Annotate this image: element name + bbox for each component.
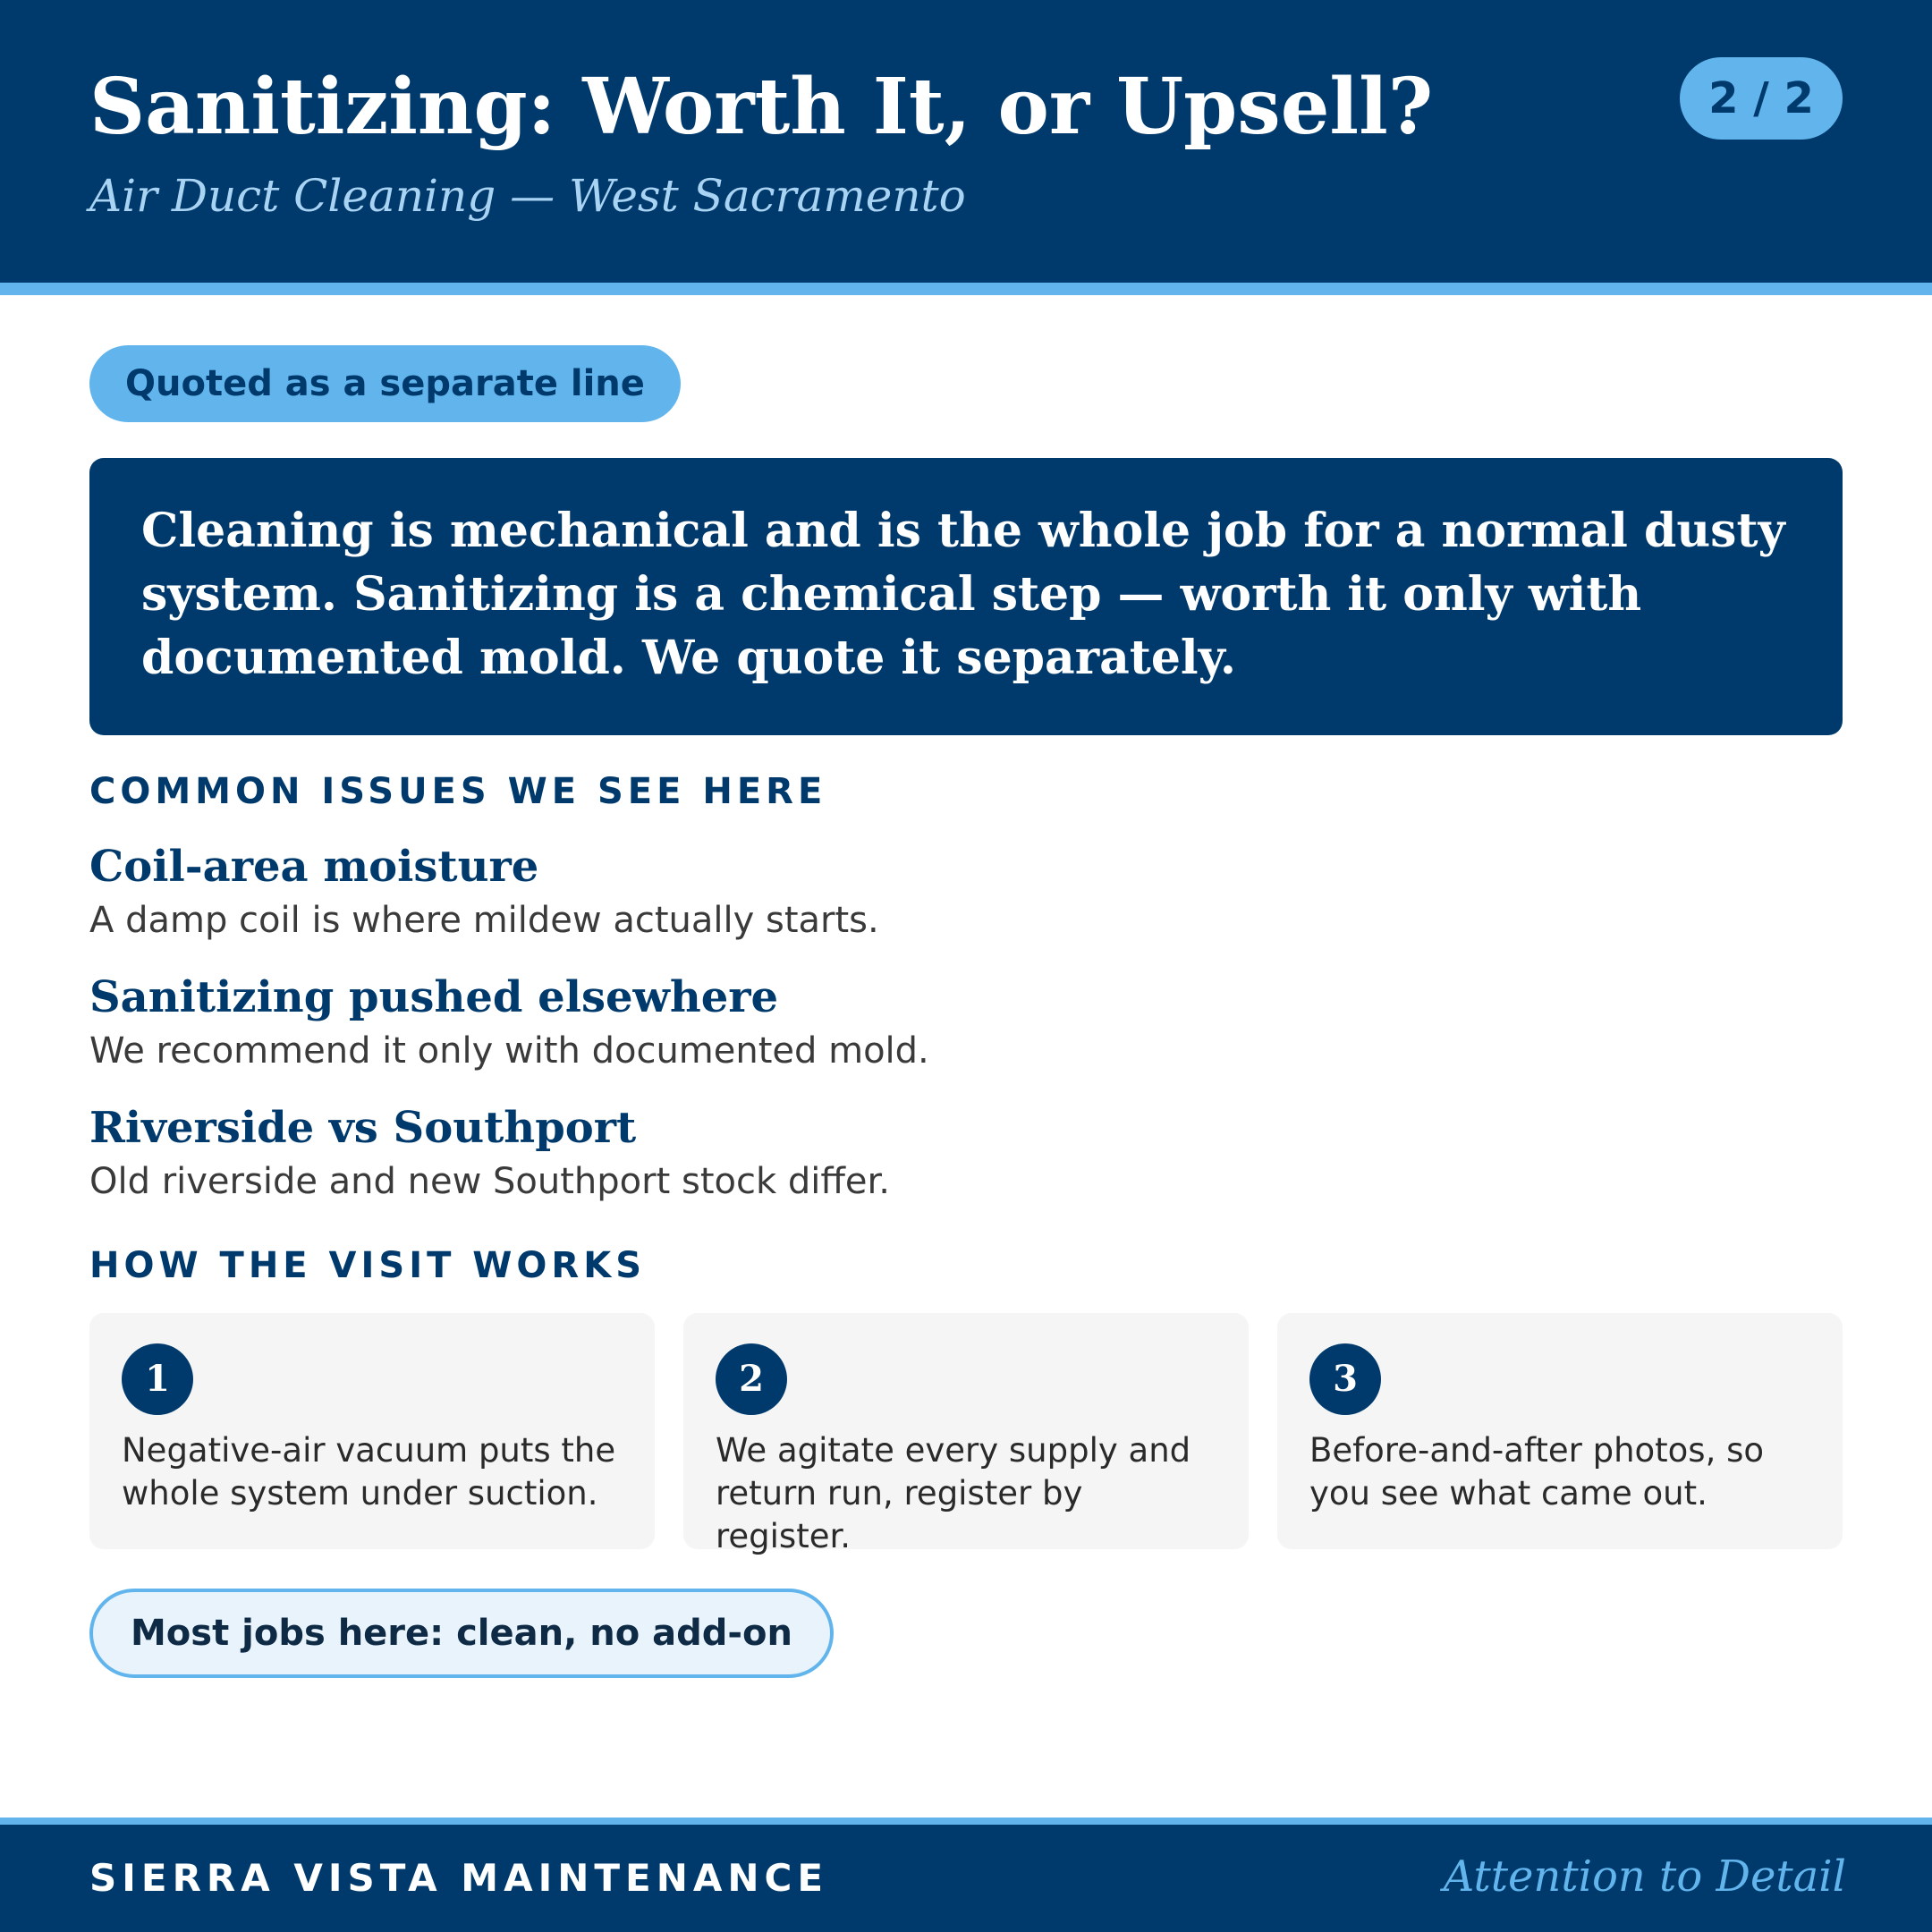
step-text: Before-and-after photos, so you see what came out. — [1309, 1431, 1765, 1513]
summary-callout: Cleaning is mechanical and is the whole job for a normal dusty system. Sanitizing is a chemical step — worth it only with documented mold. We quote it separately. — [89, 458, 1843, 735]
header-accent-stripe — [0, 283, 1932, 295]
page-subtitle: Air Duct Cleaning — West Sacramento — [89, 170, 966, 222]
issue-item — [89, 969, 1789, 1076]
issue-title: Coil-area moisture — [89, 842, 539, 892]
page-indicator-badge: 2 / 2 — [1680, 57, 1843, 140]
issue-item — [89, 838, 1789, 945]
step-card — [1277, 1313, 1843, 1549]
step-card — [683, 1313, 1249, 1555]
visit-steps-heading: HOW THE VISIT WORKS — [89, 1245, 647, 1286]
step-number-badge: 2 — [716, 1343, 787, 1415]
step-card — [89, 1313, 655, 1549]
brand-name: SIERRA VISTA MAINTENANCE — [89, 1856, 829, 1900]
issue-title: Riverside vs Southport — [89, 1103, 637, 1153]
brand-tagline: Attention to Detail — [1443, 1852, 1846, 1902]
issue-description: Old riverside and new Southport stock differ. — [89, 1161, 890, 1202]
issue-item — [89, 1099, 1789, 1207]
step-number-badge: 1 — [122, 1343, 193, 1415]
step-text: We agitate every supply and return run, register by register. — [716, 1431, 1191, 1555]
quoted-separately-tag: Quoted as a separate line — [89, 345, 681, 422]
step-text: Negative-air vacuum puts the whole system under suction. — [122, 1431, 616, 1513]
step-number-badge: 3 — [1309, 1343, 1381, 1415]
footer-accent-stripe — [0, 1818, 1932, 1825]
issue-description: A damp coil is where mildew actually starts. — [89, 900, 879, 941]
issue-title: Sanitizing pushed elsewhere — [89, 972, 779, 1022]
page-title: Sanitizing: Worth It, or Upsell? — [89, 62, 1434, 152]
issue-description: We recommend it only with documented mold. — [89, 1030, 929, 1072]
most-jobs-note: Most jobs here: clean, no add-on — [89, 1589, 834, 1678]
common-issues-heading: COMMON ISSUES WE SEE HERE — [89, 771, 827, 812]
